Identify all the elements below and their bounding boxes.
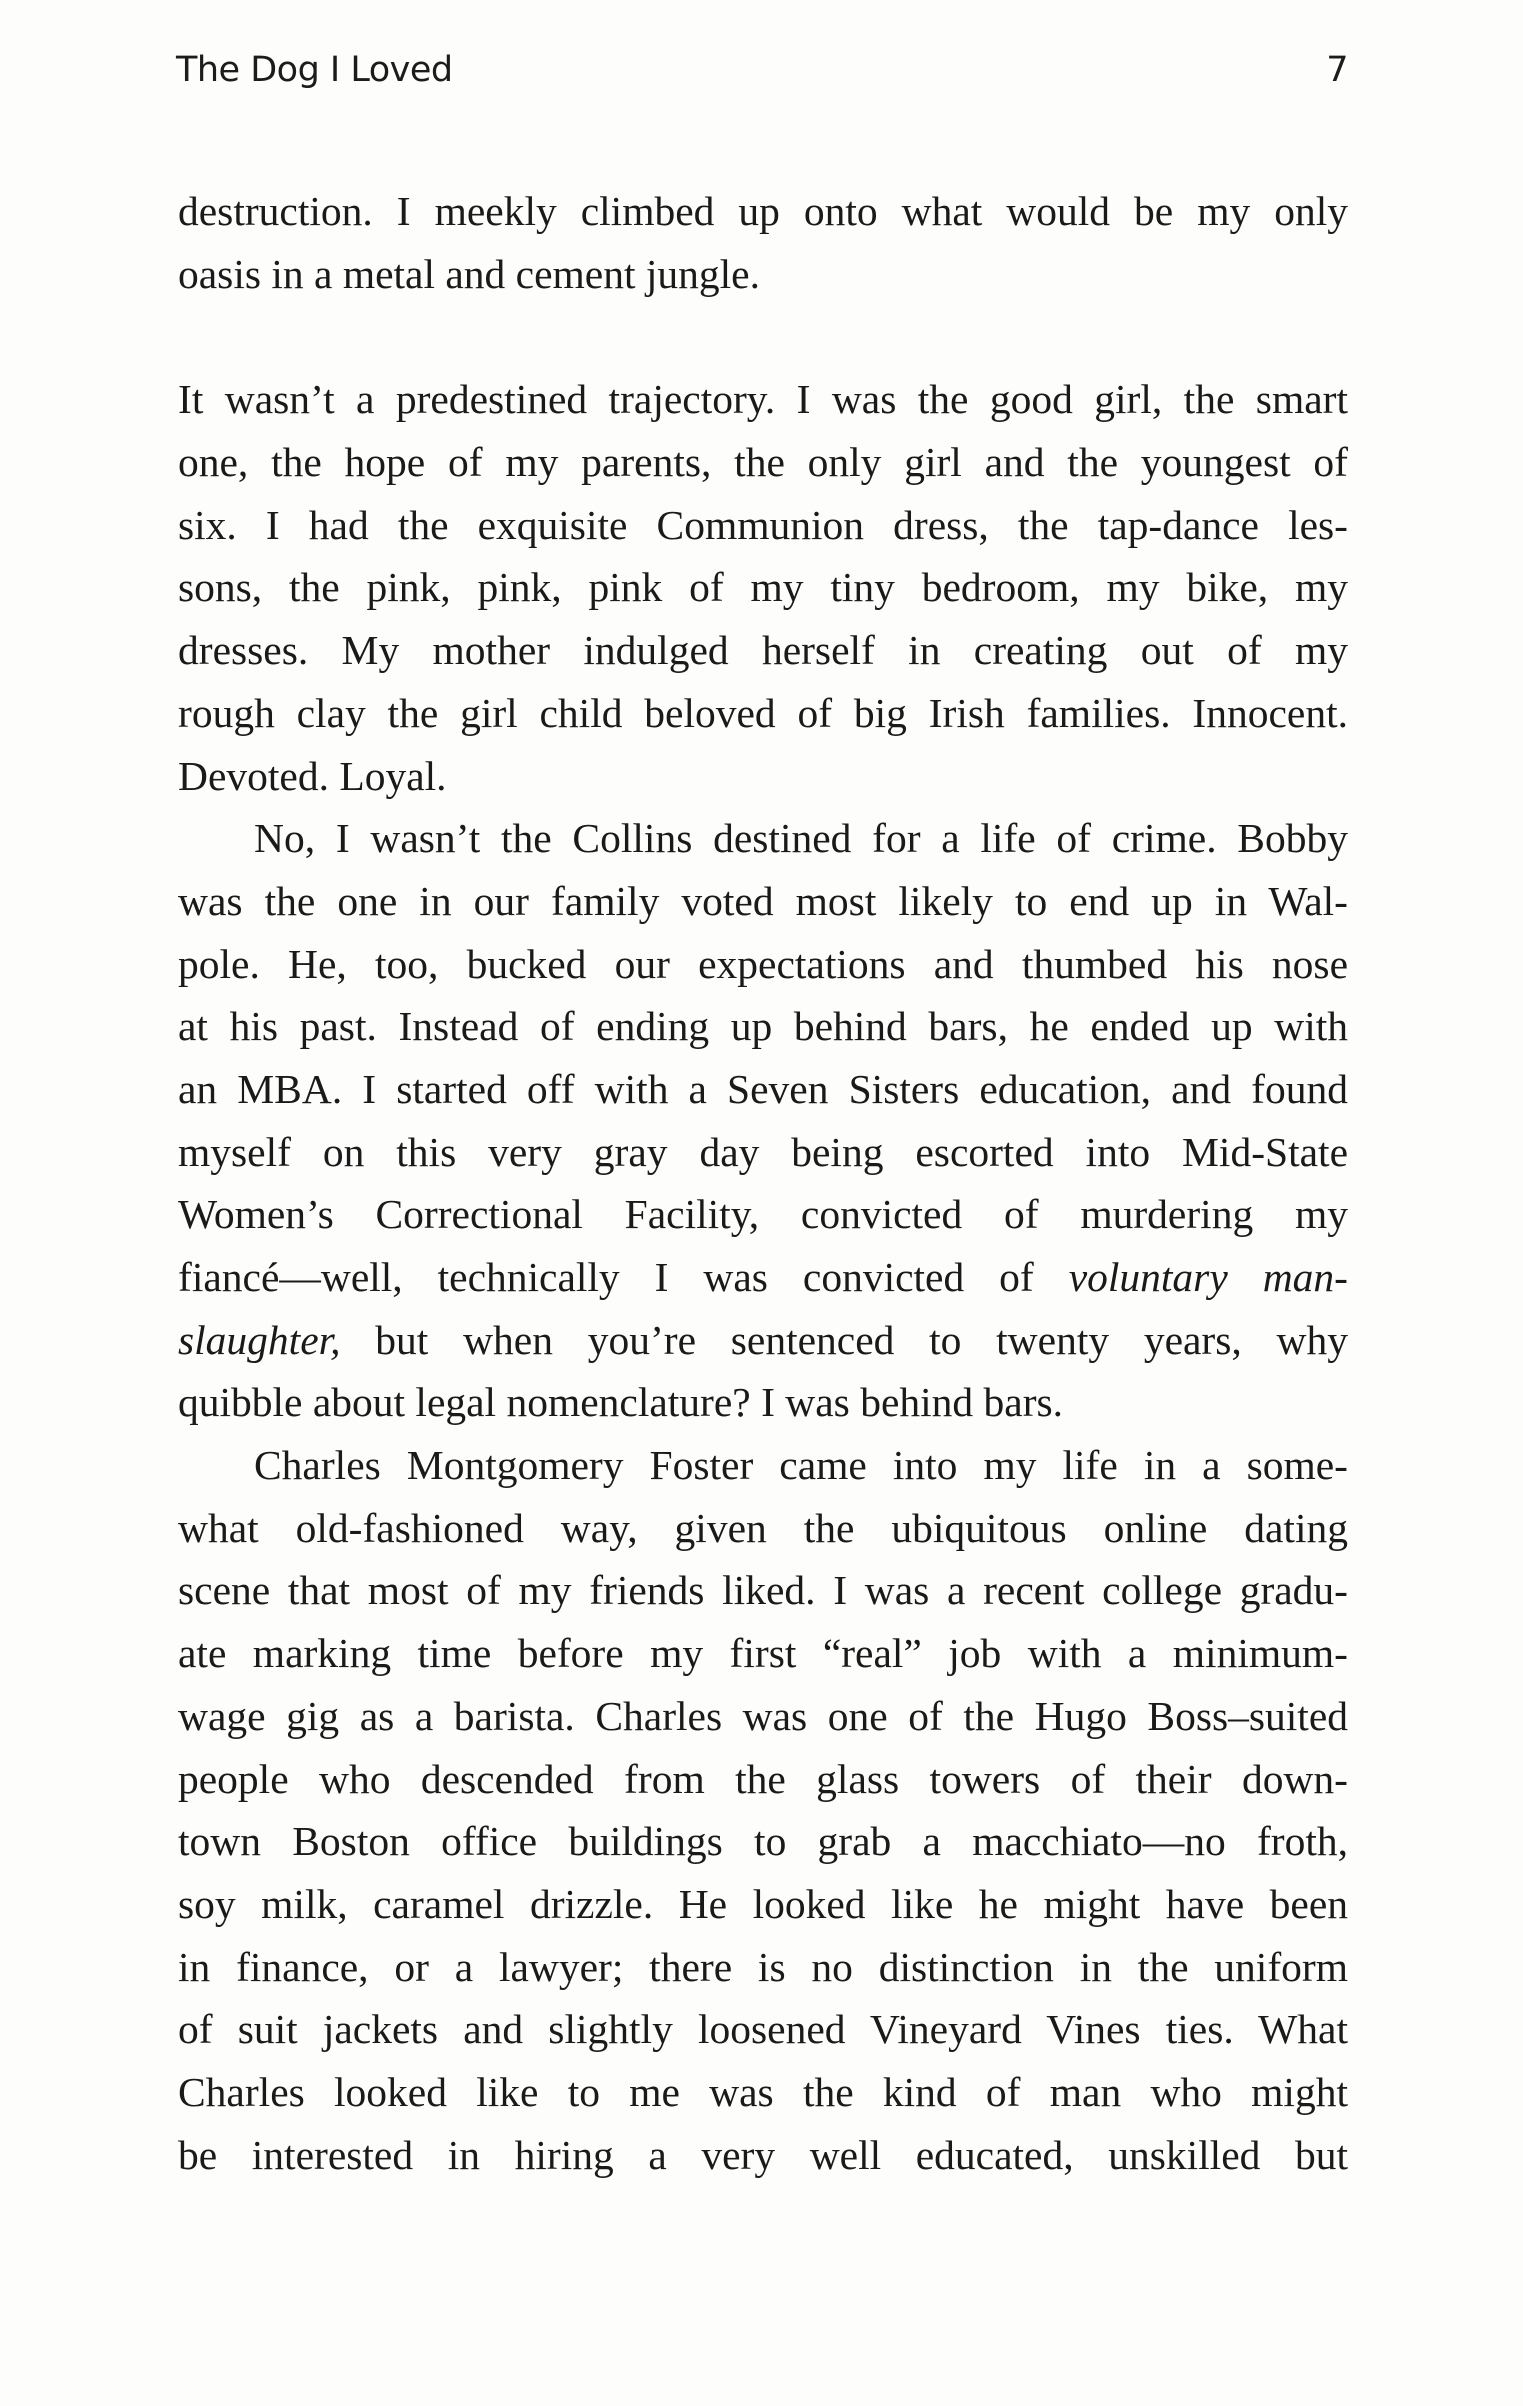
text-line: scene that most of my friends liked. I was a recent college gradu- xyxy=(178,1567,1348,1614)
text-line: town Boston office buildings to grab a macchiato—no froth, xyxy=(178,1818,1348,1865)
paragraph-1 xyxy=(178,180,1348,305)
text-line: ate marking time before my first “real” job with a minimum- xyxy=(178,1630,1348,1677)
page-number: 7 xyxy=(1326,50,1348,90)
text-line: an MBA. I started off with a Seven Sisters education, and found xyxy=(178,1065,1348,1112)
text-line: Devoted. Loyal. xyxy=(178,752,447,799)
text-line: oasis in a metal and cement jungle. xyxy=(178,250,760,297)
text-line: in finance, or a lawyer; there is no distinction in the uniform xyxy=(178,1943,1348,1990)
text-line xyxy=(178,1246,1348,1309)
text-line: wage gig as a barista. Charles was one of the Hugo Boss–suited xyxy=(178,1692,1348,1739)
text-line: No, I wasn’t the Collins destined for a life of crime. Bobby xyxy=(254,815,1348,862)
text-line: was the one in our family voted most likely to end up in Wal- xyxy=(178,877,1348,924)
text-line: soy milk, caramel drizzle. He looked like he might have been xyxy=(178,1880,1348,1927)
text-line: be interested in hiring a very well educated, unskilled but xyxy=(178,2131,1348,2178)
text-run: but when you’re sentenced to twenty years, why xyxy=(340,1316,1348,1363)
text-line: quibble about legal nomenclature? I was behind bars. xyxy=(178,1379,1064,1426)
text-line: Charles looked like to me was the kind of man who might xyxy=(178,2068,1348,2115)
body-text xyxy=(178,180,1348,2186)
book-title: The Dog I Loved xyxy=(176,50,453,90)
paragraph-3 xyxy=(178,807,1348,1434)
text-line: at his past. Instead of ending up behind bars, he ended up with xyxy=(178,1003,1348,1050)
text-line: destruction. I meekly climbed up onto what would be my only xyxy=(178,188,1348,234)
italic-phrase: voluntary man- xyxy=(1068,1254,1348,1300)
text-line: sons, the pink, pink, pink of my tiny bedroom, my bike, my xyxy=(178,564,1348,611)
text-line: It wasn’t a predestined trajectory. I was the good girl, the smart xyxy=(178,376,1348,423)
text-line: people who descended from the glass towers of their down- xyxy=(178,1755,1348,1802)
text-line: Charles Montgomery Foster came into my life in a some- xyxy=(254,1442,1348,1489)
text-line xyxy=(178,1309,1348,1372)
paragraph-4 xyxy=(178,1434,1348,2186)
running-head xyxy=(176,50,1348,100)
section-break xyxy=(178,305,1348,368)
text-line: of suit jackets and slightly loosened Vineyard Vines ties. What xyxy=(178,2006,1348,2053)
text-line: Women’s Correctional Facility, convicted of murdering my xyxy=(178,1191,1348,1238)
text-line: six. I had the exquisite Communion dress, the tap-dance les- xyxy=(178,501,1348,548)
italic-phrase: slaughter, xyxy=(178,1316,341,1363)
paragraph-2 xyxy=(178,368,1348,807)
text-line: dresses. My mother indulged herself in creating out of my xyxy=(178,627,1348,674)
text-line: one, the hope of my parents, the only girl and the youngest of xyxy=(178,439,1348,486)
text-line: what old-fashioned way, given the ubiquitous online dating xyxy=(178,1504,1348,1551)
text-run: fiancé—well, technically I was convicted of xyxy=(178,1254,1069,1300)
text-line: pole. He, too, bucked our expectations and thumbed his nose xyxy=(178,940,1348,987)
text-line: rough clay the girl child beloved of big Irish families. Innocent. xyxy=(178,689,1348,736)
text-line: myself on this very gray day being escorted into Mid-State xyxy=(178,1128,1348,1175)
